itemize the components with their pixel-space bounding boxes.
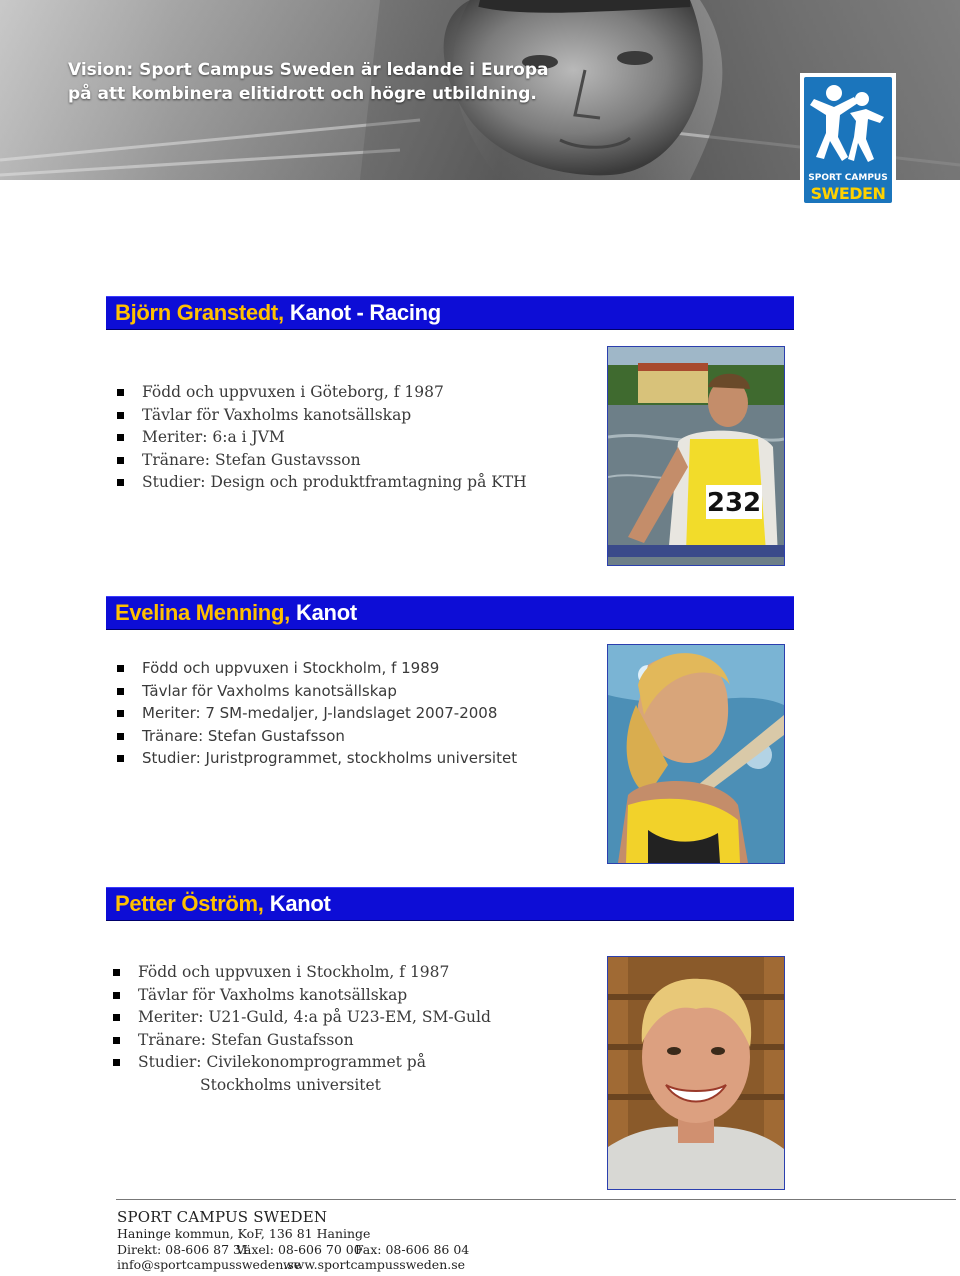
athlete-facts-list xyxy=(110,657,517,770)
athlete-name-bar xyxy=(106,296,794,330)
fact-studies: Studier: Design och produktframtagning på KTH xyxy=(110,471,527,494)
athlete-name-bar xyxy=(106,596,794,630)
canoe-racer-image xyxy=(608,347,784,565)
footer-website-link[interactable]: www.sportcampussweden.se xyxy=(282,1257,466,1272)
athlete-facts-list xyxy=(110,381,527,494)
athlete-photo xyxy=(607,956,785,1190)
fact-club: Tävlar för Vaxholms kanotsällskap xyxy=(110,404,527,427)
sport-campus-sweden-logo xyxy=(800,73,896,207)
fact-coach: Tränare: Stefan Gustafsson xyxy=(110,725,517,748)
fact-merits: Meriter: 7 SM-medaljer, J-landslaget 2007-2008 xyxy=(110,702,517,725)
logo-box xyxy=(804,77,892,203)
footer-phones xyxy=(117,1242,469,1258)
fact-coach: Tränare: Stefan Gustavsson xyxy=(110,449,527,472)
athlete-photo xyxy=(607,644,785,864)
fact-merits: Meriter: 6:a i JVM xyxy=(110,426,527,449)
footer-divider xyxy=(116,1199,956,1200)
footer-fax: Fax: 08-606 86 04 xyxy=(354,1241,470,1257)
athlete-sport: Kanot xyxy=(296,600,357,625)
athlete-name: Björn Granstedt, xyxy=(115,300,284,325)
fact-studies-continued: Stockholms universitet xyxy=(200,1075,381,1094)
footer-contact xyxy=(117,1208,469,1273)
logo-text-sweden: SWEDEN xyxy=(810,184,886,203)
footer-email-link[interactable]: info@sportcampussweden.se xyxy=(117,1257,302,1272)
fact-merits: Meriter: U21-Guld, 4:a på U23-EM, SM-Guld xyxy=(106,1006,491,1029)
fact-coach: Tränare: Stefan Gustafsson xyxy=(106,1029,491,1052)
logo-text-sport-campus: SPORT CAMPUS xyxy=(808,173,888,183)
fact-birth: Född och uppvuxen i Göteborg, f 1987 xyxy=(110,381,527,404)
footer-web-contacts xyxy=(117,1257,469,1273)
athlete-name: Petter Öström, xyxy=(115,891,264,916)
footer-direct-phone: Direkt: 08-606 87 31 xyxy=(117,1241,249,1257)
tagline-line-2: på att kombinera elitidrott och högre utbildning. xyxy=(68,84,537,104)
athlete-photo xyxy=(607,346,785,566)
athlete-name: Evelina Menning, xyxy=(115,600,290,625)
fact-birth: Född och uppvuxen i Stockholm, f 1987 xyxy=(106,961,491,984)
athlete-sport: Kanot - Racing xyxy=(289,300,441,325)
bib-number: 232 xyxy=(706,488,762,518)
canoe-paddler-image xyxy=(608,645,784,863)
athlete-name-bar xyxy=(106,887,794,921)
athlete-sport: Kanot xyxy=(269,891,331,916)
fact-studies: Studier: Civilekonomprogrammet på xyxy=(106,1051,491,1074)
tagline-line-1: Vision: Sport Campus Sweden är ledande i Europa xyxy=(68,60,549,80)
fact-studies: Studier: Juristprogrammet, stockholms universitet xyxy=(110,747,517,770)
portrait-image xyxy=(608,957,784,1189)
fact-birth: Född och uppvuxen i Stockholm, f 1989 xyxy=(110,657,517,680)
fact-club: Tävlar för Vaxholms kanotsällskap xyxy=(106,984,491,1007)
fact-club: Tävlar för Vaxholms kanotsällskap xyxy=(110,680,517,703)
athletes-figure-icon xyxy=(804,77,892,173)
athlete-facts-list xyxy=(106,961,491,1097)
footer-org-name: SPORT CAMPUS SWEDEN xyxy=(117,1208,328,1226)
footer-switchboard-phone: Växel: 08-606 70 00 xyxy=(235,1241,362,1257)
footer-address: Haninge kommun, KoF, 136 81 Haninge xyxy=(117,1226,371,1241)
banner-tagline xyxy=(68,58,548,106)
